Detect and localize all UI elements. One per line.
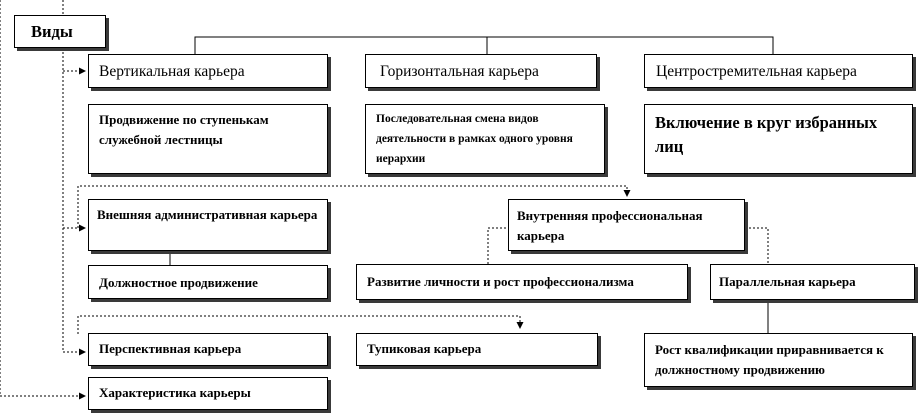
- vertical-career-title: Вертикальная карьера: [99, 63, 245, 80]
- internal-career-box: [508, 199, 745, 251]
- external-description-box: [88, 265, 328, 299]
- root-label: Виды: [31, 22, 73, 41]
- vertical-description-box: [88, 104, 328, 174]
- horizontal-career-box: [365, 54, 597, 88]
- centripetal-career-title: Центростремительная карьера: [656, 63, 857, 80]
- deadend-career-title: Тупиковая карьера: [367, 341, 482, 356]
- parallel-description: Рост квалификации приравнивается к должностному продвижению: [655, 342, 884, 377]
- link-internal-parallel: [745, 228, 768, 264]
- horizontal-description: Последовательная смена видов деятельности в рамках одного уровня иерархии: [376, 113, 573, 165]
- parallel-career-title: Параллельная карьера: [719, 274, 856, 289]
- perspective-career-box: [88, 333, 328, 366]
- arrow-to-characteristic: [0, 0, 85, 396]
- horizontal-career-title: Горизонтальная карьера: [380, 63, 539, 80]
- parallel-description-box: [644, 333, 913, 387]
- arrow-to-deadend: [78, 316, 520, 334]
- horizontal-description-box: [365, 104, 605, 174]
- characteristic-box: [88, 377, 328, 410]
- branch-top: [195, 37, 773, 54]
- development-box: [356, 264, 688, 300]
- centripetal-description-box: [644, 104, 913, 174]
- internal-career-title: Внутренняя профессиональная карьера: [517, 208, 703, 243]
- centripetal-career-box: [644, 54, 913, 88]
- arrow-to-perspective: [63, 48, 85, 352]
- external-career-box: [88, 199, 328, 251]
- development-title: Развитие личности и рост профессионализма: [367, 274, 634, 289]
- vertical-description: Продвижение по ступенькам служебной лестницы: [99, 112, 269, 147]
- root-box: [14, 15, 106, 48]
- parallel-career-box: [710, 264, 915, 300]
- external-description: Должностное продвижение: [99, 275, 258, 290]
- vertical-career-box: [88, 54, 328, 88]
- link-internal-development: [488, 228, 510, 264]
- characteristic-title: Характеристика карьеры: [99, 385, 251, 400]
- centripetal-description: Включение в круг избранных лиц: [655, 113, 878, 156]
- external-career-title: Внешняя административная карьера: [97, 207, 318, 222]
- deadend-career-box: [356, 333, 598, 366]
- perspective-career-title: Перспективная карьера: [99, 341, 242, 356]
